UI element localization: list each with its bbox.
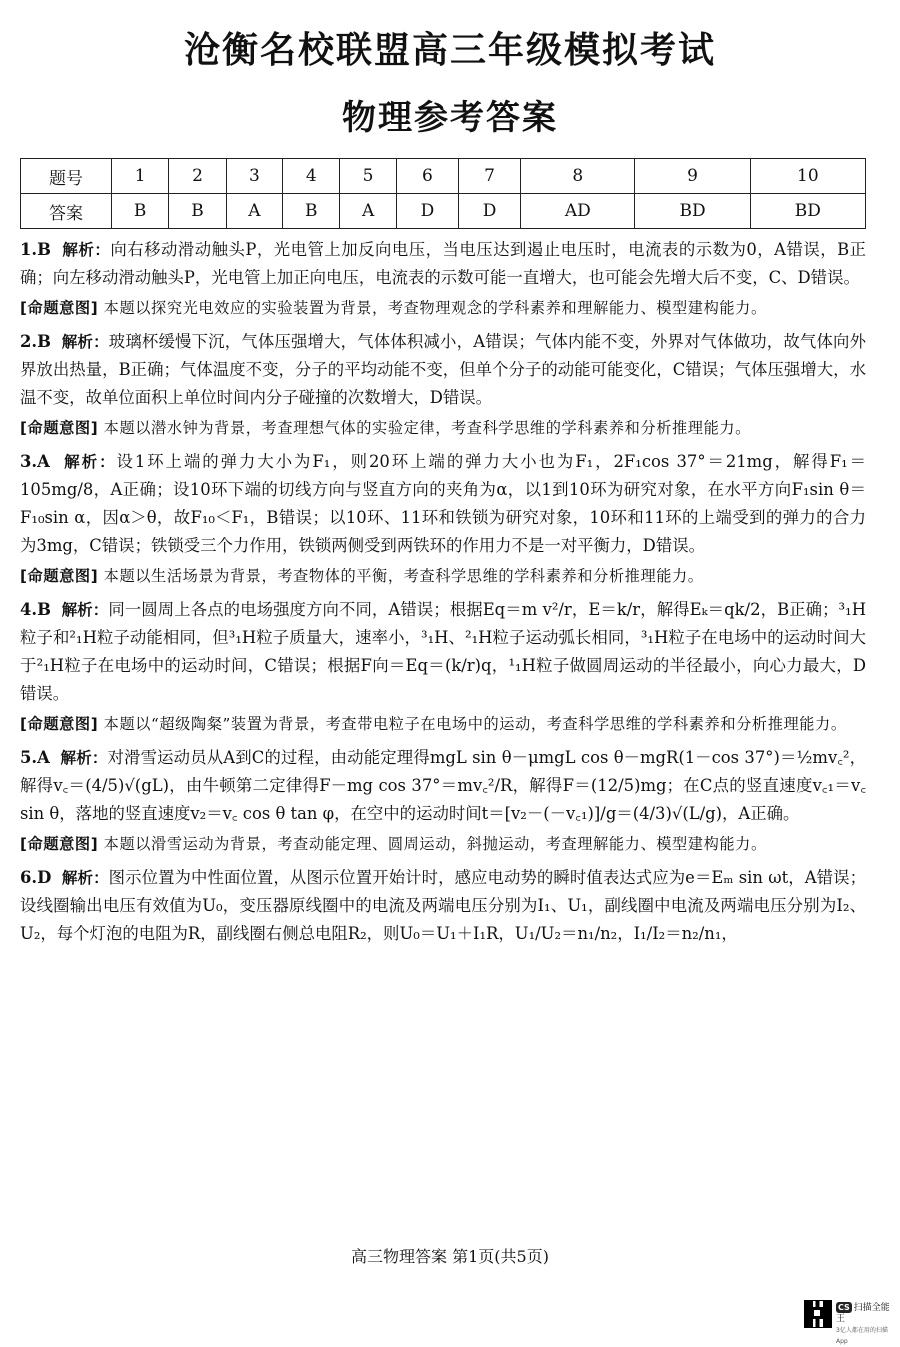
question-number: 6.D (20, 868, 52, 887)
solution-1 (20, 236, 866, 292)
analysis-text: 设1环上端的弹力大小为F₁，则20环上端的弹力大小也为F₁，2F₁cos 37°＝21mg，解得F₁＝105mg/8，A正确；设10环下端的切线方向与竖直方向的夹角为α，以1到10环为研究对象，在水平方向F₁sin θ＝F₁₀sin α，因α＞θ，故F₁₀＜F₁，B错误；以10环、11环和铁锁为研究对象，10环和11环的上端受到的弹力的合力为3mg，C错误；铁锁受三个力作用，铁锁两侧受到两铁环的作用力不是一对平衡力，D错误。 (20, 452, 866, 555)
answer-row (21, 194, 866, 229)
question-number-cell: 10 (750, 159, 865, 194)
intent-text: 本题以探究光电效应的实验装置为背景，考查物理观念的学科素养和理解能力、模型建构能力。 (103, 299, 767, 317)
intent-4 (20, 710, 866, 738)
intent-text: 本题以潜水钟为背景，考查理想气体的实验定律，考查科学思维的学科素养和分析推理能力。 (103, 419, 751, 437)
solutions-body (20, 236, 866, 950)
answer-cell: A (340, 194, 396, 229)
solution-4 (20, 596, 866, 708)
document-subtitle: 物理参考答案 (342, 98, 558, 138)
camscanner-logo-icon: CS (838, 1303, 850, 1312)
answer-cell: B (112, 194, 169, 229)
intent-text: 本题以“超级陶粲”装置为背景，考查带电粒子在电场中的运动，考查科学思维的学科素养和分析推理能力。 (103, 715, 847, 733)
scanner-brand (836, 1302, 896, 1347)
intent-label: [命题意图] (20, 567, 99, 585)
answer-table (20, 158, 866, 229)
scanner-app-name: 扫描全能王 (836, 1303, 890, 1324)
answer-cell: B (283, 194, 340, 229)
analysis-text: 玻璃杯缓慢下沉，气体压强增大，气体体积减小，A错误；气体内能不变，外界对气体做功，故气体向外界放出热量，B正确；气体温度不变，分子的平均动能不变，但单个分子的动能可能变化，C错误；气体压强增大，水温不变，故单位面积上单位时间内分子碰撞的次数增大，D错误。 (20, 332, 866, 407)
intent-text: 本题以滑雪运动为背景，考查动能定理、圆周运动，斜抛运动，考查理解能力、模型建构能力。 (103, 835, 767, 853)
intent-label: [命题意图] (20, 835, 99, 853)
intent-label: [命题意图] (20, 299, 99, 317)
analysis-text: 同一圆周上各点的电场强度方向不同，A错误；根据Eq＝m v²/r，E＝k/r，解得Eₖ＝qk/2，B正确；³₁H粒子和²₁H粒子动能相同，但³₁H粒子质量大，速率小，³₁H、²₁H粒子运动弧长相同，³₁H粒子在电场中的运动时间大于²₁H粒子在电场中的运动时间，C错误；根据F向＝Eq＝(k/r)q，¹₁H粒子做圆周运动的半径最小，向心力最大，D错误。 (20, 600, 866, 703)
analysis-text: 对滑雪运动员从A到C的过程，由动能定理得mgL sin θ－μmgL cos θ－mgR(1－cos 37°)＝½mv꜀²，解得v꜀＝(4/5)√(gL)，由牛顿第二定律得F－mg cos 37°＝mv꜀²/R，解得F＝(12/5)mg；在C点的竖直速度v꜀₁＝v꜀ sin θ，落地的竖直速度v₂＝v꜀ cos θ tan φ，在空中的运动时间t＝[v₂－(－v꜀₁)]/g＝(4/3)√(L/g)，A正确。 (20, 748, 866, 823)
answer-cell: A (226, 194, 282, 229)
question-number-cell: 4 (283, 159, 340, 194)
question-number-cell: 6 (396, 159, 458, 194)
page-footer: 高三物理答案 第1页(共5页) (351, 1247, 549, 1266)
question-number-cell: 3 (226, 159, 282, 194)
question-number-cell: 7 (458, 159, 520, 194)
intent-label: [命题意图] (20, 419, 99, 437)
analysis-text: 图示位置为中性面位置，从图示位置开始计时，感应电动势的瞬时值表达式应为e＝Eₘ sin ωt，A错误；设线圈输出电压有效值为U₀，变压器原线圈中的电流及两端电压分别为I₁、U₁，副线圈中电流及两端电压分别为I₂、U₂，每个灯泡的电阻为R，副线圈右侧总电阻R₂，则U₀＝U₁＋I₁R，U₁/U₂＝n₁/n₂，I₁/I₂＝n₂/n₁， (20, 868, 866, 943)
question-number-cell: 1 (112, 159, 169, 194)
solution-5 (20, 744, 866, 828)
question-number: 2.B (20, 332, 51, 351)
answer-cell: BD (635, 194, 750, 229)
analysis-label: 解析： (61, 869, 109, 887)
answer-cell: B (169, 194, 226, 229)
question-number-row (21, 159, 866, 194)
question-number: 3.A (20, 452, 50, 471)
question-number-cell: 8 (521, 159, 635, 194)
row-label-number: 题号 (21, 159, 112, 194)
answer-cell: D (458, 194, 520, 229)
scanner-tagline: 3亿人都在用的扫描App (836, 1327, 888, 1345)
analysis-label: 解析： (62, 241, 111, 259)
exam-title: 沧衡名校联盟高三年级模拟考试 (183, 30, 716, 71)
analysis-label: 解析： (61, 333, 109, 351)
solution-2 (20, 328, 866, 412)
intent-1 (20, 294, 866, 322)
intent-5 (20, 830, 866, 858)
question-number: 1.B (20, 240, 51, 259)
analysis-label: 解析： (60, 749, 108, 767)
answer-cell: BD (750, 194, 865, 229)
intent-2 (20, 414, 866, 442)
intent-text: 本题以生活场景为背景，考查物体的平衡，考查科学思维的学科素养和分析推理能力。 (103, 567, 704, 585)
row-label-answer: 答案 (21, 194, 112, 229)
question-number: 4.B (20, 600, 51, 619)
answer-cell: D (396, 194, 458, 229)
scanner-watermark (804, 1300, 896, 1345)
solution-3 (20, 448, 866, 560)
intent-3 (20, 562, 866, 590)
analysis-text: 向右移动滑动触头P，光电管上加反向电压，当电压达到遏止电压时，电流表的示数为0，A错误，B正确；向左移动滑动触头P，光电管上加正向电压，电流表的示数可能一直增大，也可能会先增大后不变，C、D错误。 (20, 240, 866, 287)
analysis-label: 解析： (61, 601, 109, 619)
answer-cell: AD (521, 194, 635, 229)
question-number-cell: 2 (169, 159, 226, 194)
question-number-cell: 9 (635, 159, 750, 194)
intent-label: [命题意图] (20, 715, 99, 733)
question-number: 5.A (20, 748, 50, 767)
qr-code-icon (804, 1300, 832, 1328)
solution-6 (20, 864, 866, 948)
analysis-label: 解析： (64, 453, 117, 471)
question-number-cell: 5 (340, 159, 396, 194)
